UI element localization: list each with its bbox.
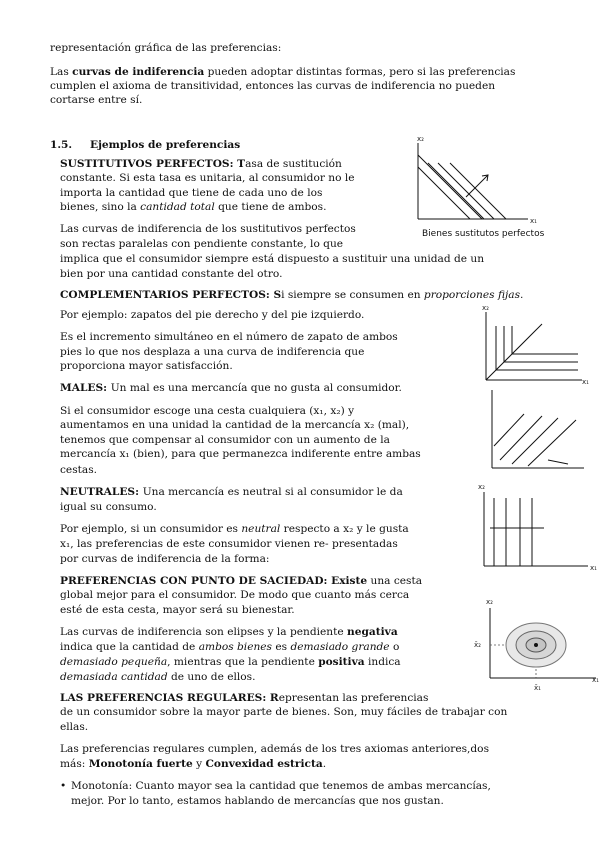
satiation-y-label: x̄₂ xyxy=(474,641,481,649)
perfect-complements-graph xyxy=(478,304,588,384)
indifference-line xyxy=(418,155,482,219)
neut-p2-line3: por curvas de indiferencia de la forma: xyxy=(60,553,270,565)
satiation-graph xyxy=(472,596,600,692)
y-axis-label: x₂ xyxy=(486,598,493,606)
sac-p2-line3: demasiado pequeña, mientras que la pendiente positiva indica xyxy=(60,656,401,668)
section-number: 1.5. xyxy=(50,139,73,151)
bullet-line1: Monotonía: Cuanto mayor sea la cantidad que tenemos de ambas mercancías, xyxy=(71,780,491,792)
indifference-line xyxy=(438,163,494,219)
intro-line: representación gráfica de las preferencias: xyxy=(50,42,282,54)
neutral-goods-graph xyxy=(478,482,597,572)
direction-arrow xyxy=(548,460,568,464)
sust-line4: bienes, sino la cantidad total que tiene de ambos. xyxy=(60,201,327,213)
reg-line3: ellas. xyxy=(60,721,89,733)
sust-line3: importa la cantidad que tiene de cada uno de los xyxy=(60,187,323,199)
direction-arrow xyxy=(466,175,488,197)
indifference-line xyxy=(500,416,542,460)
diagonal xyxy=(486,324,542,380)
males-line3: aumentamos en una unidad la cantidad de la mercancía x₂ (mal), xyxy=(60,419,410,431)
x-axis-label: x₁ xyxy=(530,217,537,225)
males-line5: mercancía x₁ (bien), para que permanezca indiferente entre ambas xyxy=(60,448,421,460)
reg-line2: de un consumidor sobre la mayor parte de bienes. Son, muy fáciles de trabajar con xyxy=(60,706,508,718)
indifference-line xyxy=(428,163,484,219)
sust-p2-line1: Las curvas de indiferencia de los sustitutivos perfectos xyxy=(60,223,356,235)
graph-caption: Bienes sustitutos perfectos xyxy=(422,229,545,239)
reg-p2-line1: Las preferencias regulares cumplen, además de los tres axiomas anteriores,dos xyxy=(60,743,490,755)
sust-p2-line3: implica que el consumidor siempre está dispuesto a sustituir una unidad de un xyxy=(60,253,485,265)
sac-p2-line1: Las curvas de indiferencia son elipses y la pendiente negativa xyxy=(60,626,398,638)
compl-line4: proporciona mayor satisfacción. xyxy=(60,360,233,372)
l-curve xyxy=(504,326,578,362)
l-curve xyxy=(496,326,578,370)
males-line1: MALES: Un mal es una mercancía que no gusta al consumidor. xyxy=(60,382,402,394)
bullet-line2: mejor. Por lo tanto, estamos hablando de mercancías que nos gustan. xyxy=(71,795,444,807)
sust-p2-line4: bien por una cantidad constante del otro. xyxy=(60,268,283,280)
reg-p2-line2: más: Monotonía fuerte y Convexidad estricta. xyxy=(60,758,327,770)
compl-line2: Es el incremento simultáneo en el número de zapato de ambos xyxy=(60,331,398,343)
intro-paragraph-line3: cortarse entre sí. xyxy=(50,94,143,106)
l-curve xyxy=(512,326,578,354)
compl-line3: pies lo que nos desplaza a una curva de indiferencia que xyxy=(60,346,365,358)
compl-line1: COMPLEMENTARIOS PERFECTOS: Si siempre se consumen en proporciones fijas. xyxy=(60,289,524,301)
indifference-line xyxy=(494,414,524,446)
satiation-x-label: x̄₁ xyxy=(534,684,541,692)
x-axis-label: x₁ xyxy=(582,378,589,386)
y-axis-label: x₂ xyxy=(478,483,485,491)
reg-line1: LAS PREFERENCIAS REGULARES: Representan las preferencias xyxy=(60,692,429,704)
x-axis-label: x₁ xyxy=(590,564,597,572)
sac-p2-line2: indica que la cantidad de ambos bienes es demasiado grande o xyxy=(60,641,400,653)
neut-line1: NEUTRALES: Una mercancía es neutral si al consumidor le da xyxy=(60,486,403,498)
compl-example: Por ejemplo: zapatos del pie derecho y del pie izquierdo. xyxy=(60,309,365,321)
neut-line2: igual su consumo. xyxy=(60,501,157,513)
indifference-line xyxy=(528,420,576,466)
neut-p2-line2: x₁, las preferencias de este consumidor vienen re- presentadas xyxy=(60,538,398,550)
intro-paragraph-line2: cumplen el axioma de transitividad, entonces las curvas de indiferencia no pueden xyxy=(50,80,496,92)
sust-p2-line2: son rectas paralelas con pendiente constante, lo que xyxy=(60,238,344,250)
indifference-line xyxy=(450,163,506,219)
x-axis-label: x₁ xyxy=(592,676,599,684)
section-title: Ejemplos de preferencias xyxy=(90,139,241,151)
sac-p2-line4: demasiada cantidad de uno de ellos. xyxy=(60,671,256,683)
intro-paragraph-line1: Las curvas de indiferencia pueden adoptar distintas formas, pero si las preferencias xyxy=(50,66,516,78)
bads-graph xyxy=(488,388,588,473)
satiation-point xyxy=(534,643,538,647)
males-line6: cestas. xyxy=(60,464,98,476)
indifference-line xyxy=(512,418,558,464)
sac-line2: global mejor para el consumidor. De modo que cuanto más cerca xyxy=(60,589,410,601)
males-line2: Si el consumidor escoge una cesta cualquiera (x₁, x₂) y xyxy=(60,405,355,417)
males-line4: tenemos que compensar al consumidor con un aumento de la xyxy=(60,434,390,446)
sust-line2: constante. Si esta tasa es unitaria, al consumidor no le xyxy=(60,172,355,184)
bullet-marker: • xyxy=(60,780,67,792)
sac-line3: esté de esta cesta, mayor será su bienestar. xyxy=(60,604,295,616)
y-axis-label: x₂ xyxy=(482,304,489,312)
neut-p2-line1: Por ejemplo, si un consumidor es neutral respecto a x₂ y le gusta xyxy=(60,523,409,535)
sac-line1: PREFERENCIAS CON PUNTO DE SACIEDAD: Existe una cesta xyxy=(60,575,423,587)
sust-line1: SUSTITUTIVOS PERFECTOS: Tasa de sustitución xyxy=(60,158,342,170)
y-axis-label: x₂ xyxy=(417,135,424,143)
